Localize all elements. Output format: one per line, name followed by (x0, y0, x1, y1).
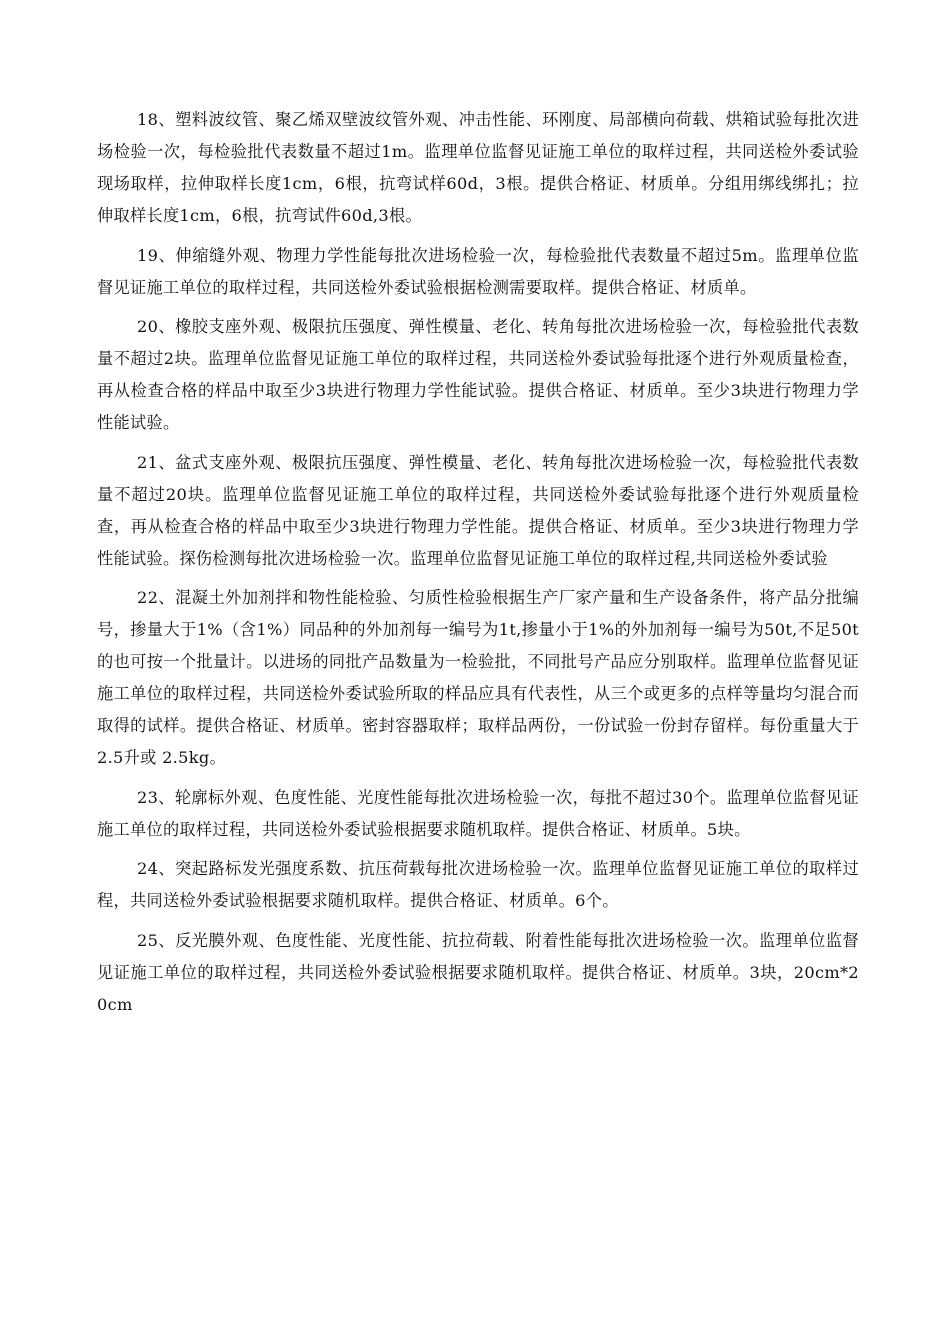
paragraph-item-19: 19、伸缩缝外观、物理力学性能每批次进场检验一次，每检验批代表数量不超过5m。监理单位监督见证施工单位的取样过程，共同送检外委试验根据检测需要取样。提供合格证、材质单。 (97, 245, 859, 297)
paragraph-item-21: 21、盆式支座外观、极限抗压强度、弹性模量、老化、转角每批次进场检验一次，每检验批代表数量不超过20块。监理单位监督见证施工单位的取样过程，共同送检外委试验每批逐个进行外观质量检查，再从检查合格的样品中取至少3块进行物理力学性能。提供合格证、材质单。至少3块进行物理力学性能试验。探伤检测每批次进场检验一次。监理单位监督见证施工单位的取样过程,共同送检外委试验 (97, 452, 859, 568)
paragraph-item-25: 25、反光膜外观、色度性能、光度性能、抗拉荷载、附着性能每批次进场检验一次。监理单位监督见证施工单位的取样过程，共同送检外委试验根据要求随机取样。提供合格证、材质单。3块，20cm*20cm (97, 930, 859, 1014)
paragraph-item-23: 23、轮廓标外观、色度性能、光度性能每批次进场检验一次，每批不超过30个。监理单位监督见证施工单位的取样过程，共同送检外委试验根据要求随机取样。提供合格证、材质单。5块。 (97, 787, 859, 839)
paragraph-item-18: 18、塑料波纹管、聚乙烯双壁波纹管外观、冲击性能、环刚度、局部横向荷载、烘箱试验每批次进场检验一次，每检验批代表数量不超过1m。监理单位监督见证施工单位的取样过程，共同送检外委试验现场取样，拉伸取样长度1cm，6根，抗弯试样60d，3根。提供合格证、材质单。分组用绑线绑扎；拉伸取样长度1cm，6根，抗弯试件60d,3根。 (97, 110, 859, 225)
paragraph-item-22: 22、混凝土外加剂拌和物性能检验、匀质性检验根据生产厂家产量和生产设备条件，将产品分批编号，掺量大于1%（含1%）同品种的外加剂每一编号为1t,掺量小于1%的外加剂每一编号为50t,不足50t的也可按一个批量计。以进场的同批产品数量为一检验批，不同批号产品应分别取样。监理单位监督见证施工单位的取样过程，共同送检外委试验所取的样品应具有代表性，从三个或更多的点样等量均匀混合而取得的试样。提供合格证、材质单。密封容器取样；取样品两份，一份试验一份封存留样。每份重量大于2.5升或 2.5kg。 (97, 588, 859, 767)
document-body (97, 104, 859, 1028)
paragraph-item-20: 20、橡胶支座外观、极限抗压强度、弹性模量、老化、转角每批次进场检验一次，每检验批代表数量不超过2块。监理单位监督见证施工单位的取样过程，共同送检外委试验每批逐个进行外观质量检查，再从检查合格的样品中取至少3块进行物理力学性能试验。提供合格证、材质单。至少3块进行物理力学性能试验。 (97, 317, 859, 432)
paragraph-item-24: 24、突起路标发光强度系数、抗压荷载每批次进场检验一次。监理单位监督见证施工单位的取样过程，共同送检外委试验根据要求随机取样。提供合格证、材质单。6个。 (97, 859, 859, 910)
